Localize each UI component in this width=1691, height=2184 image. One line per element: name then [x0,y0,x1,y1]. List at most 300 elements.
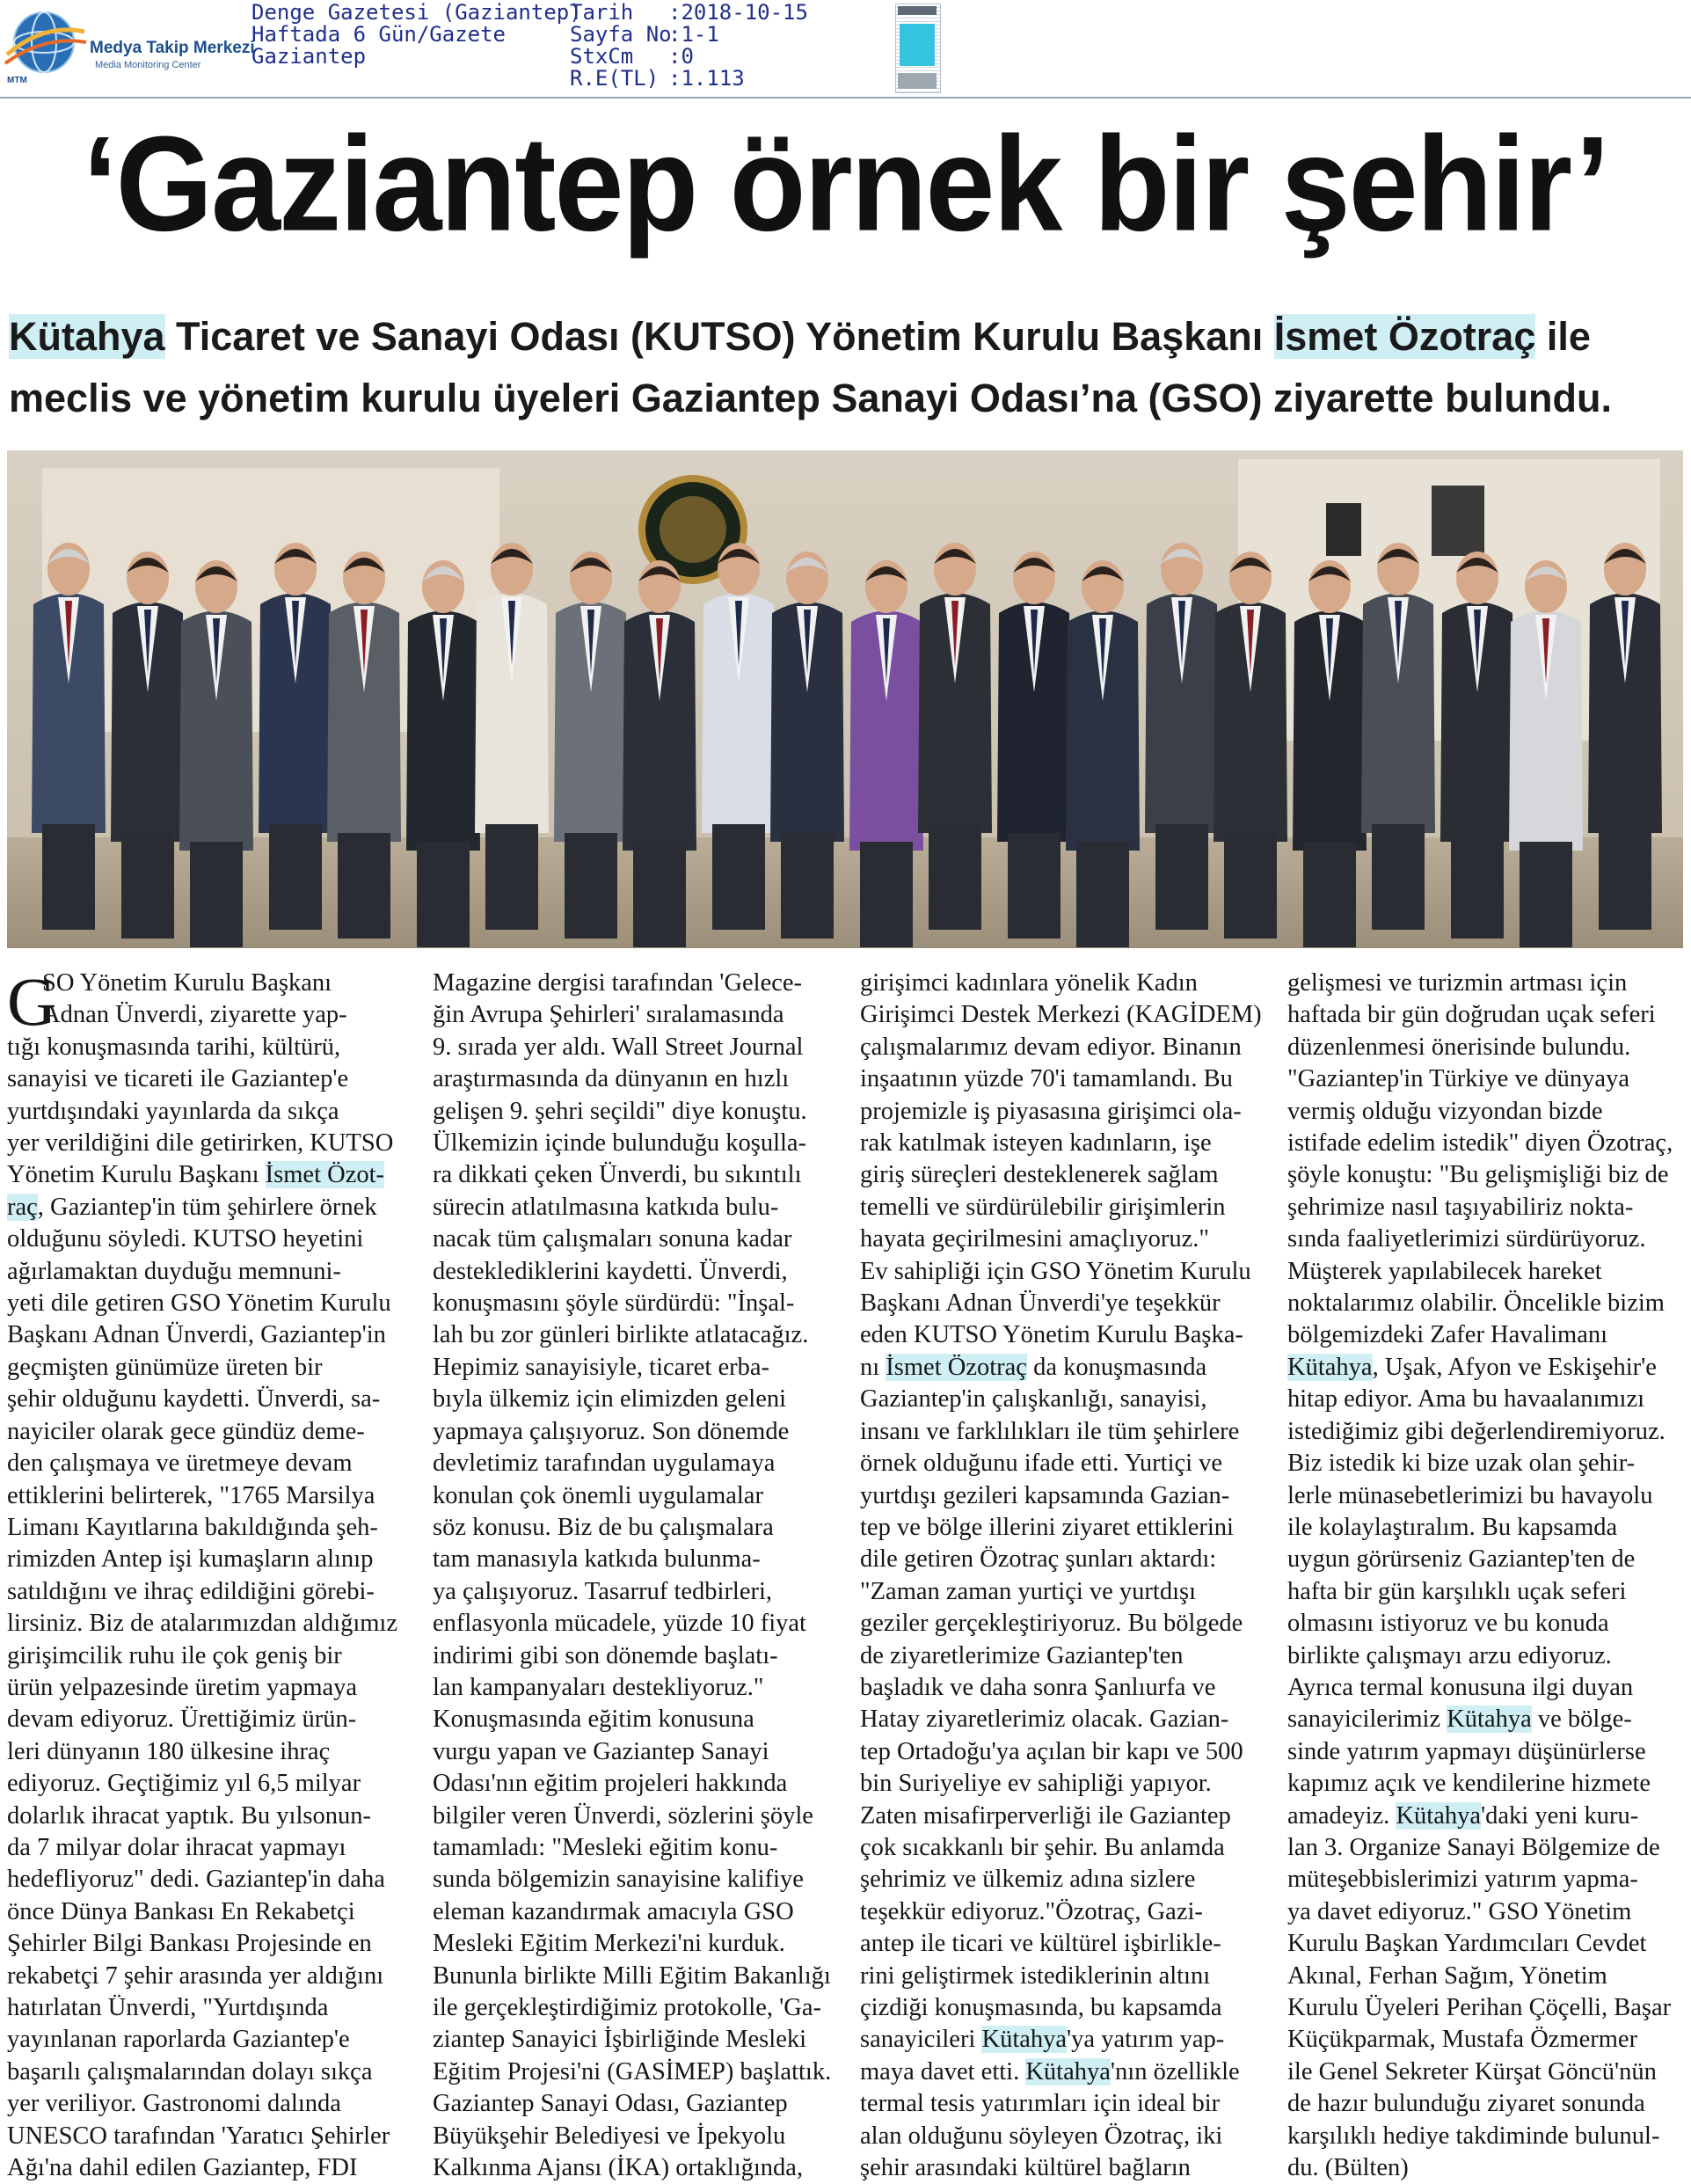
text-run: ziantep Sanayici İşbirliğinde Mesleki [433,2026,807,2054]
text-line [1287,1864,1688,1895]
text-line [7,1832,408,1864]
text-run: ile Genel Sekreter Kürşat Göncü'nün [1287,2057,1657,2085]
page-thumbnail[interactable] [895,4,941,93]
headline: ‘Gaziantep örnek bir şehir’ [83,108,1608,260]
text-run: nacak tüm çalışmaları sonuna kadar [433,1225,792,1253]
person-legs [1520,842,1572,947]
text-run: devletimiz tarafından uygulamaya [433,1450,776,1478]
text-line [860,968,1261,999]
source-frequency: Haftada 6 Gün/Gazete [251,22,506,47]
text-line [1287,1736,1688,1768]
text-run: istifade edelim istedik" diyen Özotraç, [1287,1129,1673,1158]
text-line [1287,2088,1688,2120]
text-line [433,1448,834,1479]
text-run: lan kampanyaları destekliyoruz." [433,1673,764,1701]
text-run: enflasyonla mücadele, yüzde 10 fiyat [433,1610,806,1638]
meta-value: :2018-10-15 [668,0,808,25]
text-line [1287,1832,1688,1864]
text-run: bölgemizdeki Zafer Havalimanı [1287,1321,1608,1349]
text-run: ile kolaylaştıralım. Bu kapsamda [1287,1513,1618,1541]
text-line [433,1096,834,1128]
text-run: Magazine dergisi tarafından 'Gelece- [433,969,803,997]
text-column-4 [1287,968,1688,2184]
text-run: Odası'nın eğitim projeleri hakkında [433,1770,788,1798]
text-line [1287,1448,1688,1479]
text-line [860,1319,1261,1351]
text-run: 'nın özellikle [1110,2057,1240,2085]
text-line [7,1223,408,1255]
text-line [7,2056,408,2088]
text-run: ra dikkati çeken Ünverdi, bu sıkıntılı [433,1161,802,1189]
text-run: dile getiren Özotraç şunları aktardı: [860,1545,1217,1574]
text-line [1287,2121,1688,2152]
deck-line-1 [9,306,1680,368]
text-line [860,1128,1261,1159]
person-legs [781,833,834,939]
text-line [433,1319,834,1351]
text-line [7,1448,408,1479]
text-run: hedefliyoruz" dedi. Gaziantep'in daha [7,1866,385,1894]
text-line [860,1640,1261,1672]
text-line [7,1128,408,1159]
meta-label: R.E(TL) [570,66,660,91]
text-line [860,1032,1261,1063]
text-line [860,1961,1261,1992]
text-run: dolarlık ihracat yaptık. Bu yılsonun- [7,1801,371,1830]
text-line [7,1352,408,1384]
person-legs [485,824,538,930]
text-line [433,1384,834,1415]
text-line [433,1159,834,1191]
text-run: önce Dünya Bankası En Rekabetçi [7,1897,355,1925]
article-body [7,963,1683,2182]
text-line [7,1416,408,1448]
meta-row-stxcm [570,46,808,68]
text-line [433,1288,834,1319]
text-run: Konuşmasında eğitim konusuna [433,1706,754,1734]
text-line [860,1704,1261,1735]
text-line [7,1096,408,1128]
text-line [433,1672,834,1704]
text-run: uygun görürseniz Gaziantep'ten de [1287,1545,1636,1574]
text-run: giriş süreçleri desteklenerek sağlam [860,1161,1219,1189]
text-run: ya çalışıyoruz. Tasarruf tedbirleri, [433,1577,773,1605]
text-line [860,2121,1261,2152]
text-line [860,1288,1261,1319]
text-run: 9. sırada yer aldı. Wall Street Journal [433,1033,804,1061]
text-line [1287,968,1688,999]
text-run: sanayisi ve ticareti ile Gaziantep'e [7,1065,349,1093]
text-run: araştırmasında da dünyanın en hızlı [433,1065,790,1093]
text-line [860,1256,1261,1288]
text-run: gelişmesi ve turizmin artması için [1287,969,1628,997]
text-run: Biz istedik ki bize uzak olan şehir- [1287,1450,1636,1478]
text-run: tamamladı: "Mesleki eğitim konu- [433,1833,778,1861]
text-run: Mesleki Eğitim Merkezi'ni kurduk. [433,1930,785,1958]
text-run: girişimcilik ruhu ile çok geniş bir [7,1641,342,1669]
text-line [7,1608,408,1640]
text-run: örnek olduğunu ifade etti. Yurtiçi ve [860,1450,1223,1478]
text-line [7,1864,408,1895]
text-line [433,1576,834,1608]
text-run: "Gaziantep'in Türkiye ve dünyaya [1287,1065,1629,1093]
text-run: bıyla ülkemiz için elimizden geleni [433,1385,787,1413]
text-line [7,2088,408,2120]
text-run: Ayrıca termal konusuna ilgi duyan [1287,1673,1634,1701]
highlighted-term: İsmet Özotraç [886,1353,1027,1381]
text-run: Kalkınma Ajansı (İKA) ortaklığında, [433,2154,804,2182]
text-run: Küçükparmak, Mustafa Özmermer [1287,2026,1638,2054]
text-run: sürecin atlatılmasına katkıda bulu- [433,1193,779,1221]
text-line [860,1544,1261,1575]
text-line [7,1288,408,1319]
text-run: du. (Bülten) [1287,2154,1409,2182]
text-line [1287,1961,1688,1992]
text-run: da 7 milyar dolar ihracat yapmayı [7,1833,346,1861]
text-line [7,1704,408,1735]
highlighted-term: raç [7,1193,38,1221]
text-run: hayata geçirilmesini amaçlıyoruz." [860,1225,1210,1253]
deck-highlight-name: İsmet Özotraç [1273,314,1536,359]
text-run: ve bölge- [1531,1706,1632,1734]
text-line [860,999,1261,1031]
text-run: sanayicilerimiz [1287,1706,1447,1734]
person-legs [712,824,765,930]
text-run: istediğimiz gibi değerlendiremiyoruz. [1287,1417,1665,1445]
text-line [7,1063,408,1095]
text-run: girişimci kadınlara yönelik Kadın [860,969,1198,997]
globe-logo-icon [4,5,88,79]
text-line [1287,1704,1688,1735]
text-run: söz konusu. Biz de bu çalışmalara [433,1513,774,1541]
text-run: vurgu yapan ve Gaziantep Sanayi [433,1737,769,1765]
text-line [1287,1384,1688,1415]
text-line [433,1736,834,1768]
text-line [860,1832,1261,1864]
text-run: çalışmalarımız devam ediyor. Binanın [860,1033,1242,1061]
text-line [433,968,834,999]
text-run: hatırlatan Ünverdi, "Yurtdışında [7,1994,329,2021]
text-run: kapımız açık ve kendilerine hizmete [1287,1770,1651,1798]
text-line [1287,1192,1688,1223]
text-line [7,1319,408,1351]
text-run: çizdiği konuşmasında, bu kapsamda [860,1994,1222,2021]
text-line [860,1736,1261,1768]
text-run: Yönetim Kurulu Başkanı [7,1161,266,1189]
text-line [7,2024,408,2056]
meta-label: StxCm [570,44,634,69]
highlighted-term: Kütahya [1287,1353,1373,1381]
text-run: bilgiler veren Ünverdi, sözlerini şöyle [433,1801,813,1830]
text-line [7,999,408,1031]
person-legs [1008,833,1061,939]
text-run: tam manasıyla katkıda bulunma- [433,1545,761,1574]
monitoring-logo [4,5,255,85]
text-line [1287,1512,1688,1544]
logo-subtitle: Media Monitoring Center [95,60,201,70]
text-line [433,1832,834,1864]
text-run: rini geliştirmek istediklerinin altını [860,1961,1211,1990]
text-line [433,2152,834,2184]
person-legs [417,842,470,947]
logo-name: Medya Takip Merkezi [90,39,255,57]
text-line [1287,1576,1688,1608]
text-line [433,1416,834,1448]
text-run: lirsiniz. Biz de atalarımızdan aldığımız [7,1610,397,1638]
person-legs [1451,833,1504,939]
text-run: Ev sahipliği için GSO Yönetim Kurulu [860,1257,1251,1285]
monitoring-header [0,0,1691,99]
text-run: lan 3. Organize Sanayi Bölgemize de [1287,1833,1660,1861]
text-line [860,1384,1261,1415]
text-line [7,1640,408,1672]
text-line [860,1608,1261,1640]
highlighted-term: Kütahya [1447,1706,1532,1734]
text-run: Kurulu Başkan Yardımcıları Cevdet [1287,1930,1647,1958]
text-run: de ziyaretlerimize Gaziantep'ten [860,1641,1184,1669]
person-legs [269,824,322,930]
text-line [1287,1032,1688,1063]
text-line [860,1063,1261,1095]
text-line [860,2088,1261,2120]
text-line [433,1128,834,1159]
text-line [7,1512,408,1544]
text-run: ile gerçekleştirdiğimiz protokolle, 'Ga- [433,1994,821,2021]
text-line [1287,1992,1688,2024]
text-line [7,1576,408,1608]
text-run: nayiciler olarak gece gündüz deme- [7,1417,365,1445]
text-run: gelişen 9. şehri seçildi" diye konuştu. [433,1097,807,1125]
text-line [860,1801,1261,1832]
text-line [433,1768,834,1800]
text-run: ediyoruz. Geçtiğimiz yıl 6,5 milyar [7,1770,361,1798]
text-line [860,1992,1261,2024]
text-run: Eğitim Projesi'ni (GASİMEP) başlattık. [433,2057,832,2085]
meta-row-re [570,68,808,90]
text-run: bin Suriyeliye ev sahipliği yapıyor. [860,1770,1212,1798]
person-legs [1224,833,1277,939]
text-line [7,1961,408,1992]
text-run: indirimi gibi son dönemde başlatı- [433,1641,778,1669]
text-line [7,1480,408,1512]
text-run: haftada bir gün doğrudan uçak seferi [1287,1001,1656,1029]
text-line [860,1096,1261,1128]
text-run: leri dünyanın 180 ülkesine ihraç [7,1737,331,1765]
text-run: tığı konuşmasında tarihi, kültürü, [7,1033,341,1061]
text-column-1 [7,963,408,2184]
text-line [1287,1352,1688,1384]
text-run: lah bu zor günleri birlikte atlatacağız. [433,1321,809,1349]
text-run: satıldığını ve ihraç edildiğini görebi- [7,1577,375,1605]
text-line [433,1192,834,1223]
text-line [860,2024,1261,2056]
text-run: Gaziantep Sanayi Odası, Gaziantep [433,2090,788,2118]
deck-line-2: meclis ve yönetim kurulu üyeleri Gaziantep Sanayi Odası’na (GSO) ziyarette bulundu. [9,376,1613,420]
text-run: Hatay ziyaretlerimiz olacak. Gazian- [860,1706,1229,1734]
meta-row-page [570,24,808,46]
text-line [1287,1159,1688,1191]
text-run: , Gaziantep'in tüm şehirlere örnek [37,1193,377,1221]
text-run: Adnan Ünverdi, ziyarette yap- [42,1001,347,1029]
text-line [860,1928,1261,1960]
person-legs [929,824,981,930]
text-run: sunda bölgemizin sanayisine kalifiye [433,1866,804,1894]
text-column-3 [860,968,1261,2184]
text-run: noktalarımız olabilir. Öncelikle bizim [1287,1289,1665,1318]
text-run: başladık ve daha sonra Şanlıurfa ve [860,1673,1216,1701]
text-line [7,1896,408,1928]
text-line [1287,1416,1688,1448]
text-line [860,2152,1261,2184]
text-line [7,1992,408,2024]
text-run: ürün yelpazesinde üretim yapmaya [7,1673,358,1701]
meta-label: Sayfa No [570,22,672,47]
text-run: insanı ve farklılıkları ile tüm şehirlere [860,1417,1240,1445]
text-run: ettiklerini belirterek, "1765 Marsilya [7,1481,375,1509]
text-line [1287,1928,1688,1960]
text-line [433,1512,834,1544]
text-line [860,1416,1261,1448]
text-run: rimizden Antep işi kumaşların alınıp [7,1545,374,1574]
text-run: de hazır bulunduğu ziyaret sonunda [1287,2090,1645,2118]
text-line [860,1576,1261,1608]
text-run: 'daki yeni kuru- [1481,1801,1639,1830]
text-run: eleman kazandırmak amacıyla GSO [433,1897,794,1925]
text-line [7,1928,408,1960]
text-run: Kurulu Üyeleri Perihan Çöçelli, Başar [1287,1994,1672,2021]
text-run: müteşebbislerimizi yatırım yapma- [1287,1866,1638,1894]
text-run: yer verildiğini dile getirirken, KUTSO [7,1129,394,1158]
text-run: düzenlenmesi önerisinde bulundu. [1287,1033,1631,1061]
text-run: lerle münasebetlerimizi bu havayolu [1287,1481,1653,1509]
text-line [433,2088,834,2120]
person-legs [860,842,913,947]
highlighted-term: Kütahya [1025,2057,1111,2085]
text-run: şöyle konuştu: "Bu gelişmişliği biz de [1287,1161,1669,1189]
text-line [860,1768,1261,1800]
text-run: rak katılmak isteyen kadınların, işe [860,1129,1212,1158]
text-line [433,2024,834,2056]
text-run: ya davet ediyoruz." GSO Yönetim [1287,1897,1632,1925]
text-run: 'ya yatırım yap- [1067,2026,1225,2054]
source-info [251,2,582,68]
text-run: olmasını istiyoruz ve bu konuda [1287,1610,1609,1638]
meta-value: :0 [668,44,694,69]
text-line [860,1512,1261,1544]
text-line [7,1032,408,1063]
text-line [433,1032,834,1063]
text-line [7,1384,408,1415]
text-line [860,1192,1261,1223]
text-line [433,1223,834,1255]
text-run: geziler gerçekleştiriyoruz. Bu bölgede [860,1610,1243,1638]
text-run: UNESCO tarafından 'Yaratıcı Şehirler [7,2122,390,2150]
text-line [1287,2024,1688,2056]
text-run: hafta bir gün karşılıklı uçak seferi [1287,1577,1627,1605]
text-line [1287,1896,1688,1928]
text-line [433,1864,834,1895]
text-run: amadeyiz. [1287,1801,1396,1830]
text-run: şehrimize nasıl taşıyabiliriz nokta- [1287,1193,1634,1221]
text-line [1287,1288,1688,1319]
text-line [433,1961,834,1992]
text-run: şehir olduğunu kaydetti. Ünverdi, sa- [7,1385,381,1413]
text-run: sinde yatırım yapmayı düşünürlerse [1287,1737,1646,1765]
text-line [433,1704,834,1735]
text-run: Başkanı Adnan Ünverdi'ye teşekkür [860,1289,1221,1318]
text-line [860,1864,1261,1895]
text-line [1287,1608,1688,1640]
text-run: yer veriliyor. Gastronomi dalında [7,2090,341,2118]
text-run: şehrimiz ve ülkemiz adına sizlere [860,1866,1196,1894]
person-legs [1155,824,1208,930]
text-run: sanayicileri [860,2026,982,2054]
text-line [433,2056,834,2088]
person-legs [121,833,174,939]
meta-value: :1.113 [668,66,745,91]
text-run: yapmaya çalışıyoruz. Son dönemde [433,1417,790,1445]
source-newspaper: Denge Gazetesi (Gaziantep) [251,0,582,25]
text-line [7,1544,408,1575]
text-line [433,1544,834,1575]
person-legs [633,842,686,947]
source-city: Gaziantep [251,44,367,69]
person-legs [190,842,243,947]
text-line [860,1352,1261,1384]
text-line [860,1223,1261,1255]
text-line [7,1801,408,1832]
person-legs [1372,824,1425,930]
text-run: Bununla birlikte Milli Eğitim Bakanlığı [433,1961,831,1990]
text-line [1287,1640,1688,1672]
text-run: "Zaman zaman yurtiçi ve yurtdışı [860,1577,1197,1605]
deck-text: ile [1535,314,1591,359]
text-run: olduğunu söyledi. KUTSO heyetini [7,1225,364,1253]
text-line [1287,1480,1688,1512]
text-run: yurtdışındaki yayınlarda da sıkça [7,1097,339,1125]
text-line [433,2121,834,2152]
text-run: termal tesis yatırımları için ideal bir [860,2090,1221,2118]
group-photo [7,450,1683,948]
text-line [1287,1096,1688,1128]
text-run: Büyükşehir Belediyesi ve İpekyolu [433,2122,786,2150]
text-line [7,968,408,999]
meta-fields [570,2,808,90]
text-run: Hepimiz sanayisiyle, ticaret erba- [433,1353,769,1381]
text-run: antep ile ticari ve kültürel işbirlikle- [860,1930,1221,1958]
text-line [433,1063,834,1095]
text-run: maya davet etti. [860,2057,1026,2085]
text-line [433,1640,834,1672]
text-line [1287,1063,1688,1095]
text-run: Zaten misafirperverliği ile Gaziantep [860,1801,1231,1830]
text-line [7,2152,408,2184]
text-line [433,1256,834,1288]
highlighted-term: Kütahya [981,2026,1068,2054]
text-run: hitap ediyor. Ama bu havaalanımızı [1287,1385,1645,1413]
text-line [1287,1768,1688,1800]
text-run: ğin Avrupa Şehirleri' sıralamasında [433,1001,784,1029]
text-line [433,1480,834,1512]
text-line [860,1896,1261,1928]
text-run: inşaatının yüzde 70'i tamamlandı. Bu [860,1065,1233,1093]
text-run: Girişimci Destek Merkezi (KAGİDEM) [860,1001,1262,1029]
text-run: Müşterek yapılabilecek hareket [1287,1257,1602,1285]
text-line [1287,1319,1688,1351]
text-run: karşılıklı hediye takdiminde bulunul- [1287,2122,1660,2150]
logo-mark: MTM [7,76,27,85]
text-run: , Uşak, Afyon ve Eskişehir'e [1372,1353,1657,1381]
